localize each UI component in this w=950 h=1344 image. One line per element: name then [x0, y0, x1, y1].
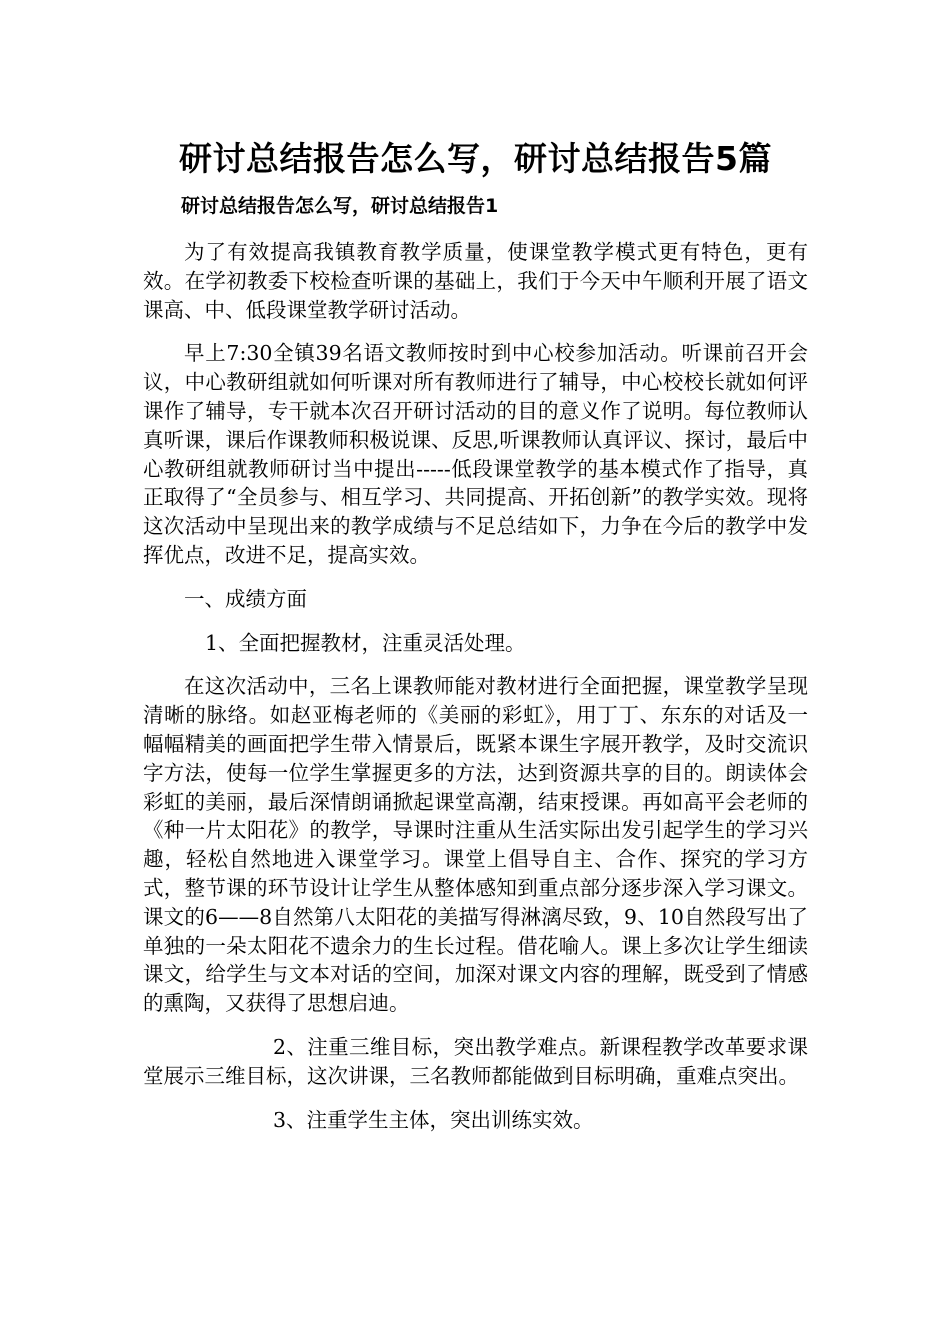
section-heading: 研讨总结报告怎么写，研讨总结报告1 — [181, 195, 499, 217]
paragraph-item-3: 3、注重学生主体，突出训练实效。 — [273, 1107, 594, 1132]
paragraph-item-1: 1、全面把握教材，注重灵活处理。 — [205, 630, 526, 655]
document-body — [143, 136, 808, 1149]
paragraph-heading-achievements: 一、成绩方面 — [184, 586, 307, 611]
paragraph-details: 在这次活动中，三名上课教师能对教材进行全面把握，课堂教学呈现清晰的脉络。如赵亚梅老师的《美丽的彩虹》，用丁丁、东东的对话及一幅幅精美的画面把学生带入情景后，既紧本课生字展开教学，及时交流识字方法，使每一位学生掌握更多的方法，达到资源共享的目的。朗读体会彩虹的美丽，最后深情朗诵掀起课堂高潮，结束授课。再如高平会老师的《种一片太阳花》的教学，导课时注重从生活实际出发引起学生的学习兴趣，轻松自然地进入课堂学习。课堂上倡导自主、合作、探究的学习方式，整节课的环节设计让学生从整体感知到重点部分逐步深入学习课文。课文的6——8自然第八太阳花的美描写得淋漓尽致，9、10自然段写出了单独的一朵太阳花不遗余力的生长过程。借花喻人。课上多次让学生细读课文，给学生与文本对话的空间，加深对课文内容的理解，既受到了情感的熏陶，又获得了思想启迪。 — [143, 674, 808, 1016]
paragraph-intro: 为了有效提高我镇教育教学质量，使课堂教学模式更有特色，更有效。在学初教委下校检查听课的基础上，我们于今天中午顺利开展了语文课高、中、低段课堂教学研讨活动。 — [143, 240, 808, 322]
paragraph-item-2: 2、注重三维目标，突出教学难点。新课程教学改革要求课堂展示三维目标，这次讲课，三名教师都能做到目标明确，重难点突出。 — [143, 1034, 808, 1088]
paragraph-activity: 早上7:30全镇39名语文教师按时到中心校参加活动。听课前召开会议，中心教研组就如何听课对所有教师进行了辅导，中心校校长就如何评课作了辅导，专干就本次召开研讨活动的目的意义作了说明。每位教师认真听课，课后作课教师积极说课、反思,听课教师认真评议、探讨，最后中心教研组就教师研讨当中提出-----低段课堂教学的基本模式作了指导，真正取得了“全员参与、相互学习、共同提高、开拓创新”的教学实效。现将这次活动中呈现出来的教学成绩与不足总结如下，力争在今后的教学中发挥优点，改进不足，提高实效。 — [143, 341, 808, 567]
document-title: 研讨总结报告怎么写，研讨总结报告5篇 — [179, 139, 772, 178]
